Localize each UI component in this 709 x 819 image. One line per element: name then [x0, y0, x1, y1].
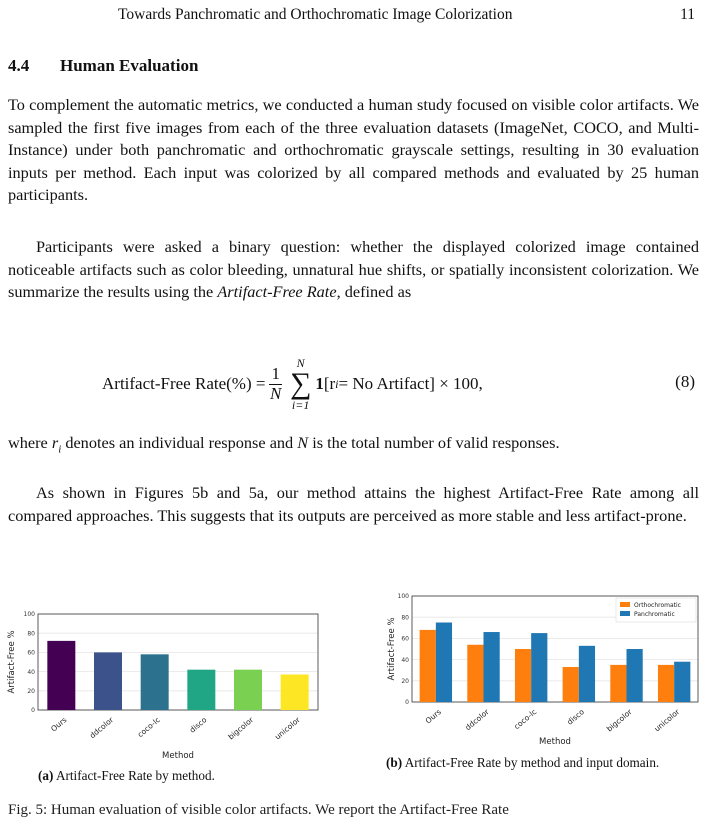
x-tick-label: unicolor: [652, 707, 682, 734]
sum-lower-limit: i=1: [291, 398, 310, 412]
equation-rest: = No Artifact] × 100,: [338, 374, 483, 393]
section-number: 4.4: [8, 56, 30, 75]
y-tick-label: 40: [27, 668, 35, 676]
var-N: N: [297, 433, 309, 452]
chart-artifact-free-by-method: [0, 600, 330, 775]
running-title: Towards Panchromatic and Orthochromatic Image Colorization: [118, 6, 513, 23]
x-tick-label: disco: [187, 715, 209, 735]
paragraph-where: [8, 432, 699, 461]
fraction-denominator: N: [270, 383, 282, 403]
equation-fraction: [269, 365, 282, 403]
bar-panchromatic-bigcolor: [627, 649, 643, 702]
bar-orthochromatic-ddcolor: [467, 645, 483, 702]
x-tick-label: bigcolor: [604, 707, 634, 734]
equation-8: [0, 346, 709, 422]
equation-lhs: Artifact-Free Rate(%) =: [102, 374, 266, 393]
indicator-symbol: 1: [315, 374, 324, 393]
sum-symbol: ∑: [289, 367, 312, 400]
legend-label-panchromatic: Panchromatic: [634, 611, 675, 618]
paragraph-results: As shown in Figures 5b and 5a, our method attains the highest Artifact-Free Rate among all compared approaches. This suggests that its outputs are perceived as more stable and less artifact-prone.: [8, 483, 699, 525]
caption-text-b: Artifact-Free Rate by method and input domain.: [402, 755, 660, 770]
legend-label-orthochromatic: Orthochromatic: [634, 602, 681, 609]
x-tick-label: disco: [565, 707, 586, 727]
x-axis-label: Method: [539, 737, 571, 747]
where-text: where: [8, 433, 52, 452]
y-tick-label: 60: [27, 649, 35, 657]
bar-unicolor: [281, 674, 309, 710]
paragraph-text-end: , defined as: [336, 282, 412, 302]
paragraph-participants: [8, 236, 699, 304]
y-tick-label: 20: [27, 688, 35, 695]
running-head: [0, 6, 709, 26]
plot-frame: [38, 614, 318, 710]
y-tick-label: 100: [23, 611, 35, 619]
fraction-numerator: 1: [271, 363, 280, 383]
bar-disco: [187, 670, 215, 710]
paragraph-intro: To complement the automatic metrics, we conducted a human study focused on visible color artifacts. We sampled the first five images from each of the three evaluation datasets (ImageNet, COCO, and Multi-Instance) under both panchromatic and orthochromatic grayscale settings, resulting in 30 evaluation inputs per method. Each input was colorized by all compared methods and evaluated by 25 human participants.: [8, 95, 699, 205]
summation: [290, 357, 311, 411]
x-tick-label: coco-lc: [512, 707, 539, 732]
bar-Ours: [47, 641, 75, 710]
x-tick-label: Ours: [49, 715, 69, 734]
where-text-mid: denotes an individual response and: [61, 433, 298, 452]
caption-label-b: (b): [386, 755, 403, 770]
y-axis-label: Artifact-Free %: [7, 630, 17, 694]
equation-body: [102, 354, 483, 414]
x-tick-label: coco-lc: [135, 715, 162, 740]
sum-upper-limit: N: [296, 356, 305, 370]
term-artifact-free-rate: Artifact-Free Rate: [217, 282, 337, 302]
bar-panchromatic-ddcolor: [484, 632, 500, 702]
y-tick-label: 40: [401, 656, 409, 664]
caption-text-a: Artifact-Free Rate by method.: [53, 768, 215, 783]
x-tick-label: unicolor: [272, 715, 302, 742]
caption-5b: [386, 755, 702, 771]
caption-label-a: (a): [38, 768, 54, 783]
y-tick-label: 100: [397, 593, 409, 601]
page-number: 11: [680, 6, 695, 23]
bar-coco-lc: [141, 654, 169, 710]
bar-ddcolor: [94, 652, 122, 710]
y-tick-label: 80: [27, 630, 35, 638]
bar-orthochromatic-bigcolor: [610, 665, 626, 702]
bar-orthochromatic-unicolor: [658, 665, 674, 702]
x-tick-label: ddcolor: [463, 707, 491, 733]
equation-number: (8): [675, 372, 695, 391]
figure-caption-cut: Fig. 5: Human evaluation of visible color artifacts. We report the Artifact-Free Rate: [8, 802, 509, 818]
legend-swatch-orthochromatic: [620, 602, 630, 607]
paragraph-text: Participants were asked a binary question: whether the displayed colorized image contained noticeable artifacts such as color bleeding, unnatural hue shifts, or spatially inconsistent colorization. We summarize the results using the: [8, 237, 699, 302]
figure-5a: [0, 600, 330, 775]
equation-subscript: i: [335, 376, 339, 391]
x-tick-label: bigcolor: [226, 715, 256, 742]
bar-bigcolor: [234, 670, 262, 710]
legend-swatch-panchromatic: [620, 611, 630, 616]
y-tick-label: 80: [401, 614, 409, 622]
x-tick-label: ddcolor: [87, 715, 116, 741]
section-title: Human Evaluation: [60, 56, 199, 75]
bar-orthochromatic-disco: [563, 667, 579, 702]
var-r-subscript: i: [58, 443, 62, 456]
x-tick-label: Ours: [423, 707, 443, 726]
bar-orthochromatic-coco-lc: [515, 649, 531, 702]
equation-bracket: [r: [323, 374, 336, 393]
x-axis-label: Method: [162, 751, 194, 761]
bar-panchromatic-unicolor: [674, 662, 690, 702]
where-text-end: is the total number of valid responses.: [308, 433, 560, 452]
chart-artifact-free-by-domain: [380, 590, 709, 760]
bar-panchromatic-Ours: [436, 623, 452, 703]
bar-orthochromatic-Ours: [420, 630, 436, 702]
y-tick-label: 0: [405, 699, 409, 707]
y-tick-label: 60: [401, 635, 409, 643]
section-heading: [8, 56, 198, 76]
bar-panchromatic-coco-lc: [531, 633, 547, 702]
y-axis-label: Artifact-Free %: [387, 617, 397, 681]
y-tick-label: 20: [401, 678, 409, 685]
caption-5a: [38, 768, 215, 784]
y-tick-label: 0: [31, 707, 35, 715]
bar-panchromatic-disco: [579, 646, 595, 702]
var-r: r: [51, 433, 59, 452]
